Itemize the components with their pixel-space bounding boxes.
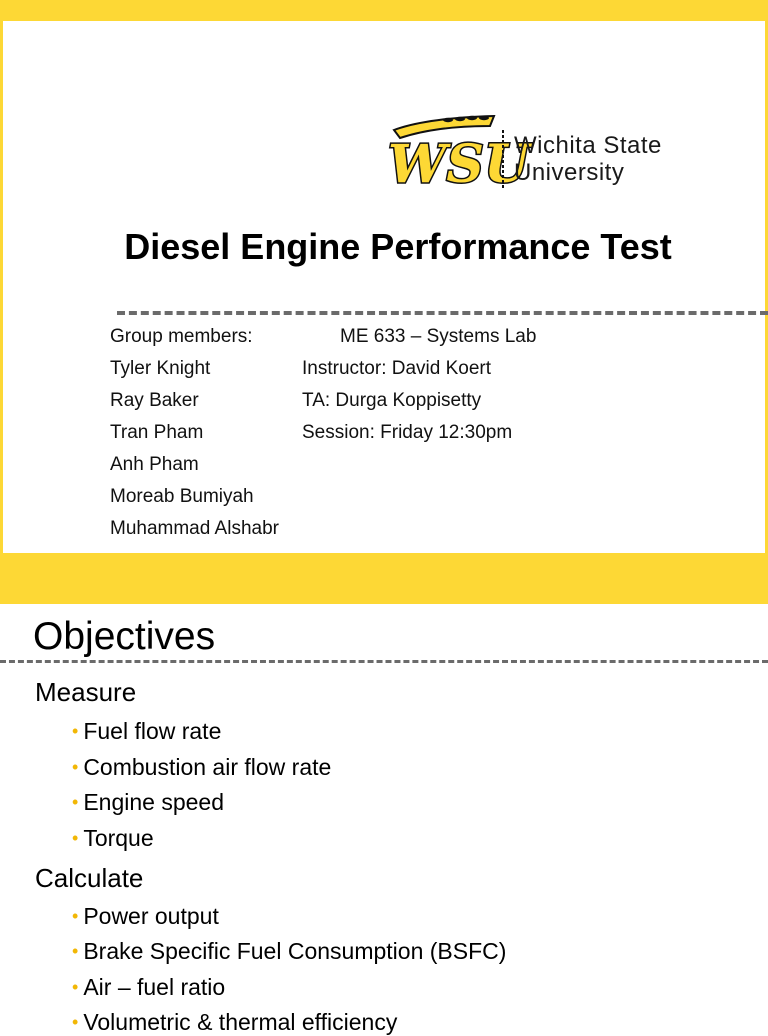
slide-title: Objectives <box>33 615 216 658</box>
group-members-label: Group members: <box>110 326 253 347</box>
list-item: • Brake Specific Fuel Consumption (BSFC) <box>72 938 507 964</box>
section-heading: Calculate <box>35 863 144 893</box>
list-item: • Engine speed <box>72 789 224 815</box>
list-item: • Combustion air flow rate <box>72 754 332 780</box>
bullet-icon: • <box>72 757 79 777</box>
objectives-slide <box>0 577 768 1035</box>
bullet-icon: • <box>72 721 79 741</box>
list-item: • Power output <box>72 903 219 929</box>
member-name: Muhammad Alshabr <box>110 518 279 539</box>
ta-name: TA: Durga Koppisetty <box>302 390 482 411</box>
instructor-name: Instructor: David Koert <box>302 358 492 379</box>
logo-wordmark-line2: University <box>514 159 625 186</box>
list-item: • Fuel flow rate <box>72 718 222 744</box>
course-name: ME 633 – Systems Lab <box>340 326 537 347</box>
list-item: • Air – fuel ratio <box>72 974 226 1000</box>
wsu-logo <box>386 108 696 188</box>
session-time: Session: Friday 12:30pm <box>302 422 513 443</box>
bullet-icon: • <box>72 792 79 812</box>
dashed-divider <box>117 311 768 315</box>
bullet-icon: • <box>72 977 79 997</box>
member-name: Ray Baker <box>110 390 199 411</box>
member-name: Tran Pham <box>110 422 204 443</box>
list-item: • Volumetric & thermal efficiency <box>72 1009 398 1035</box>
bullet-icon: • <box>72 1012 79 1032</box>
logo-wordmark-line1: Wichita State <box>514 132 662 159</box>
member-name: Anh Pham <box>110 454 199 475</box>
top-accent-band <box>0 577 768 604</box>
list-item: • Torque <box>72 825 154 851</box>
logo-monogram: WSU <box>388 134 530 188</box>
dashed-divider <box>0 660 768 663</box>
bullet-icon: • <box>72 828 79 848</box>
bullet-icon: • <box>72 941 79 961</box>
bullet-icon: • <box>72 906 79 926</box>
member-name: Moreab Bumiyah <box>110 486 254 507</box>
member-name: Tyler Knight <box>110 358 211 379</box>
section-heading: Measure <box>35 677 137 707</box>
slide-title: Diesel Engine Performance Test <box>124 226 672 267</box>
title-slide-content <box>3 21 765 553</box>
